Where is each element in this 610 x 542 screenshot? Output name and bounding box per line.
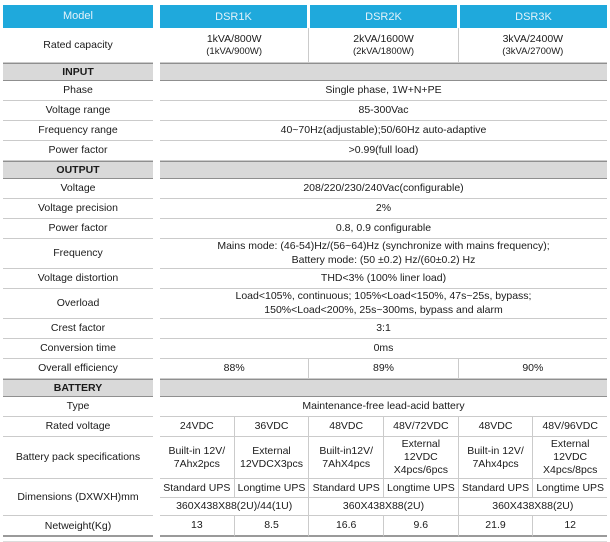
- rated-capacity-dsr2k: [308, 28, 457, 63]
- dimensions-row: [3, 479, 607, 516]
- voltage-distortion-value: THD<3% (100% liner load): [160, 269, 607, 289]
- output-voltage-label: Voltage: [3, 179, 153, 199]
- efficiency-dsr3k: 90%: [458, 359, 607, 379]
- pack-spec-6: External 12VDC X4pcs/8pcs: [532, 437, 607, 479]
- ups-type-2: Longtime UPS: [234, 479, 309, 498]
- netweight-6: 12: [532, 516, 607, 537]
- capacity-main: 2kVA/1600W: [353, 32, 414, 45]
- battery-type-row: [3, 397, 607, 417]
- output-voltage-row: [3, 179, 607, 199]
- voltage-distortion-row: [3, 269, 607, 289]
- conversion-time-row: [3, 339, 607, 359]
- rated-capacity-row: [3, 28, 607, 63]
- input-power-factor-label: Power factor: [3, 141, 153, 161]
- column-gap: [153, 5, 160, 28]
- rated-capacity-dsr1k: [160, 28, 308, 63]
- phase-value: Single phase, 1W+N+PE: [160, 81, 607, 101]
- rated-voltage-2: 36VDC: [234, 417, 309, 437]
- output-voltage-value: 208/220/230/240Vac(configurable): [160, 179, 607, 199]
- capacity-main: 1kVA/800W: [206, 32, 262, 45]
- ups-type-5: Standard UPS: [458, 479, 533, 498]
- output-power-factor-value: 0.8, 0.9 configurable: [160, 219, 607, 239]
- efficiency-dsr2k: 89%: [308, 359, 457, 379]
- overload-line1: Load<105%, continuous; 105%<Load<150%, 47s~25s, bypass;: [235, 290, 532, 303]
- netweight-2: 8.5: [234, 516, 309, 537]
- frequency-battery-mode: Battery mode: (50 ±0.2) Hz/(60±0.2) Hz: [291, 253, 476, 266]
- netweight-1: 13: [160, 516, 234, 537]
- battery-type-label: Type: [3, 397, 153, 417]
- output-power-factor-row: [3, 219, 607, 239]
- conversion-time-label: Conversion time: [3, 339, 153, 359]
- rated-voltage-row: [3, 417, 607, 437]
- dimensions-dsr1k: 360X438X88(2U)/44(1U): [160, 498, 308, 516]
- frequency-mains-mode: Mains mode: (46-54)Hz/(56~64)Hz (synchronize with mains frequency);: [217, 240, 550, 253]
- battery-section-bar: [160, 379, 607, 397]
- netweight-5: 21.9: [458, 516, 533, 537]
- voltage-precision-label: Voltage precision: [3, 199, 153, 219]
- efficiency-dsr1k: 88%: [160, 359, 308, 379]
- crest-factor-label: Crest factor: [3, 319, 153, 339]
- output-frequency-row: [3, 239, 607, 269]
- rated-voltage-6: 48V/96VDC: [532, 417, 607, 437]
- voltage-range-row: [3, 101, 607, 121]
- rated-voltage-1: 24VDC: [160, 417, 234, 437]
- output-power-factor-label: Power factor: [3, 219, 153, 239]
- input-power-factor-value: >0.99(full load): [160, 141, 607, 161]
- overall-efficiency-row: [3, 359, 607, 379]
- ups-spec-table: [3, 5, 607, 542]
- phase-row: [3, 81, 607, 101]
- ups-type-4: Longtime UPS: [383, 479, 458, 498]
- voltage-distortion-label: Voltage distortion: [3, 269, 153, 289]
- input-section-title: INPUT: [3, 63, 153, 81]
- ups-type-6: Longtime UPS: [532, 479, 607, 498]
- ups-type-subrow: [160, 479, 607, 498]
- input-section-bar: [160, 63, 607, 81]
- netweight-3: 16.6: [308, 516, 383, 537]
- rated-capacity-dsr3k: [458, 28, 607, 63]
- phase-label: Phase: [3, 81, 153, 101]
- model-name-dsr3k: DSR3K: [460, 5, 607, 28]
- model-header-cells: [160, 5, 607, 28]
- dimensions-dsr2k: 360X438X88(2U): [308, 498, 457, 516]
- overload-line2: 150%<Load<200%, 25s~300ms, bypass and alarm: [264, 303, 503, 316]
- dimensions-label: Dimensions (DXWXH)mm: [3, 479, 153, 516]
- battery-section-header: [3, 379, 607, 397]
- model-name-dsr2k: DSR2K: [310, 5, 457, 28]
- input-power-factor-row: [3, 141, 607, 161]
- battery-pack-specs-row: [3, 437, 607, 479]
- model-header-label: Model: [3, 5, 153, 28]
- output-frequency-label: Frequency: [3, 239, 153, 269]
- rated-capacity-label: Rated capacity: [3, 28, 153, 63]
- rated-voltage-label: Rated voltage: [3, 417, 153, 437]
- capacity-sub: (2kVA/1800W): [352, 45, 415, 57]
- frequency-range-label: Frequency range: [3, 121, 153, 141]
- output-section-header: [3, 161, 607, 179]
- pack-spec-5: Built-in 12V/ 7Ahx4pcs: [458, 437, 533, 479]
- overall-efficiency-label: Overall efficiency: [3, 359, 153, 379]
- model-name-dsr1k: DSR1K: [160, 5, 307, 28]
- frequency-range-row: [3, 121, 607, 141]
- output-frequency-value: [160, 239, 607, 269]
- crest-factor-value: 3:1: [160, 319, 607, 339]
- ups-type-3: Standard UPS: [308, 479, 383, 498]
- voltage-precision-row: [3, 199, 607, 219]
- battery-type-value: Maintenance-free lead-acid battery: [160, 397, 607, 417]
- rated-voltage-4: 48V/72VDC: [383, 417, 458, 437]
- capacity-sub: (3kVA/2700W): [502, 45, 564, 57]
- ups-type-1: Standard UPS: [160, 479, 234, 498]
- capacity-sub: (1kVA/900W): [206, 45, 263, 57]
- output-section-title: OUTPUT: [3, 161, 153, 179]
- voltage-precision-value: 2%: [160, 199, 607, 219]
- dimensions-values-subrow: [160, 498, 607, 516]
- pack-spec-3: Built-in12V/ 7AhX4pcs: [308, 437, 383, 479]
- input-section-header: [3, 63, 607, 81]
- battery-section-title: BATTERY: [3, 379, 153, 397]
- overload-row: [3, 289, 607, 319]
- frequency-range-value: 40~70Hz(adjustable);50/60Hz auto-adaptive: [160, 121, 607, 141]
- netweight-label: Netweight(Kg): [3, 516, 153, 537]
- model-header-row: [3, 5, 607, 28]
- voltage-range-value: 85-300Vac: [160, 101, 607, 121]
- overload-value: [160, 289, 607, 319]
- pack-spec-4: External 12VDC X4pcs/6pcs: [383, 437, 458, 479]
- pack-spec-1: Built-in 12V/ 7Ahx2pcs: [160, 437, 234, 479]
- overload-label: Overload: [3, 289, 153, 319]
- dimensions-dsr3k: 360X438X88(2U): [458, 498, 607, 516]
- voltage-range-label: Voltage range: [3, 101, 153, 121]
- battery-pack-specs-label: Battery pack specifications: [3, 437, 153, 479]
- rated-voltage-3: 48VDC: [308, 417, 383, 437]
- conversion-time-value: 0ms: [160, 339, 607, 359]
- pack-spec-2: External 12VDCX3pcs: [234, 437, 309, 479]
- rated-voltage-5: 48VDC: [458, 417, 533, 437]
- capacity-main: 3kVA/2400W: [502, 32, 564, 45]
- crest-factor-row: [3, 319, 607, 339]
- output-section-bar: [160, 161, 607, 179]
- netweight-4: 9.6: [383, 516, 458, 537]
